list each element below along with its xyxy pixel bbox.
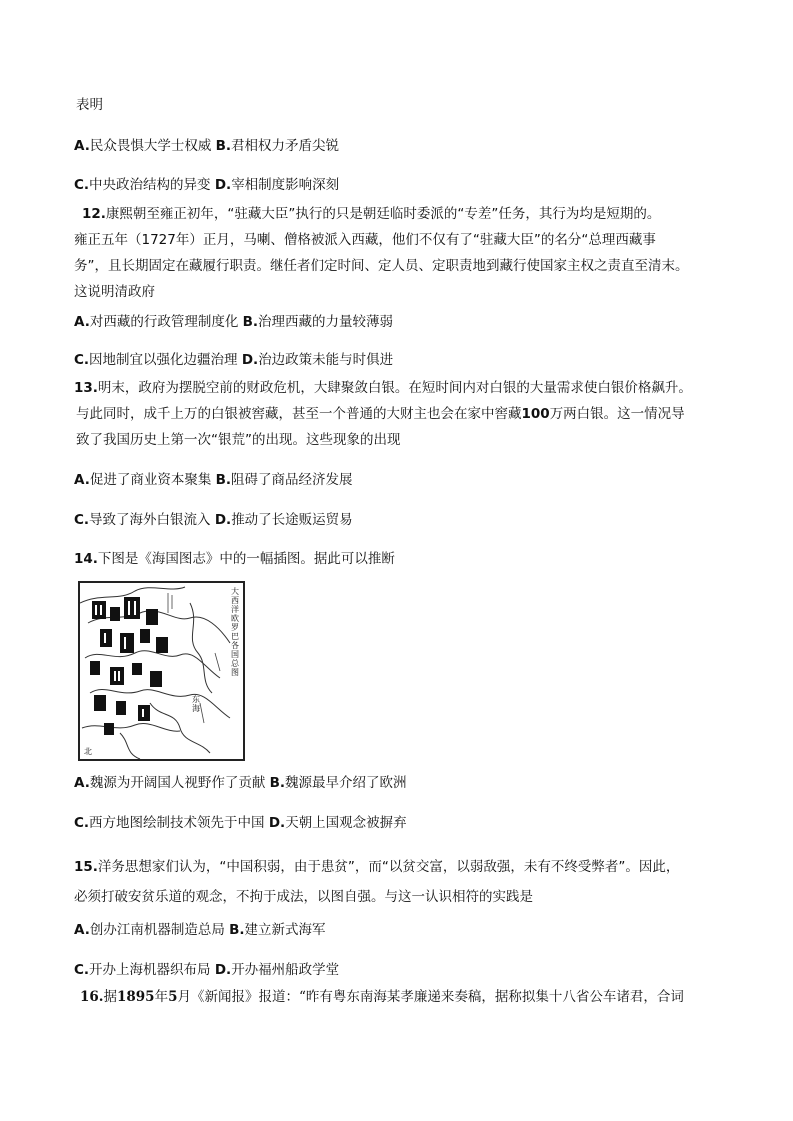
q13-option-c-letter: C. bbox=[74, 512, 90, 528]
q14-option-d-letter: D. bbox=[268, 815, 286, 831]
q11-option-b-letter: B. bbox=[215, 138, 232, 154]
q12-line-2: 雍正五年（1727年）正月，马喇、僧格被派入西藏，他们不仅有了“驻藏大臣”的名分“总理西藏事 bbox=[74, 232, 656, 248]
q15-options-ab bbox=[74, 920, 326, 940]
q12-line-4: 这说明清政府 bbox=[74, 284, 155, 300]
q12-option-b: 治理西藏的力量较薄弱 bbox=[258, 314, 394, 330]
q12-line-3: 务”，且长期固定在藏履行职责。继任者们定时间、定人员、定职责地到藏行使国家主权之责直至清末。 bbox=[74, 258, 689, 274]
q13-stem bbox=[74, 375, 724, 453]
q12-option-b-letter: B. bbox=[242, 314, 259, 330]
q14-option-c-letter: C. bbox=[74, 815, 90, 831]
q15-option-d: 开办福州船政学堂 bbox=[231, 962, 340, 978]
q15-options-cd bbox=[74, 960, 339, 980]
q11-option-a: 民众畏惧大学士权威 bbox=[89, 138, 212, 154]
map-drawing bbox=[80, 583, 243, 759]
q12-option-a: 对西藏的行政管理制度化 bbox=[89, 314, 239, 330]
q14-option-c: 西方地图绘制技术领先于中国 bbox=[89, 815, 265, 831]
q12-option-a-letter: A. bbox=[74, 314, 90, 330]
q16-year: 1895 bbox=[117, 989, 155, 1005]
q15-option-b: 建立新式海军 bbox=[244, 922, 326, 938]
q15-line-1: 洋务思想家们认为，“中国积弱，由于患贫”，而“以贫交富，以弱敌强，未有不终受弊者”。因此， bbox=[97, 859, 680, 875]
q11-option-c: 中央政治结构的异变 bbox=[89, 177, 211, 193]
q16-mid: 年 bbox=[154, 989, 169, 1005]
q14-option-d: 天朝上国观念被摒弃 bbox=[285, 815, 407, 831]
q12-line-1: 康熙朝至雍正初年，“驻藏大臣”执行的只是朝廷临时委派的“专差”任务，其行为均是短期的。 bbox=[105, 206, 661, 222]
q15-line-2: 必须打破安贫乐道的观念，不拘于成法，以图自强。与这一认识相符的实践是 bbox=[74, 889, 533, 905]
q14-option-b: 魏源最早介绍了欧洲 bbox=[285, 775, 407, 791]
q15-option-a: 创办江南机器制造总局 bbox=[89, 922, 225, 938]
q12-option-c: 因地制宜以强化边疆治理 bbox=[89, 352, 238, 368]
q12-options-cd bbox=[74, 350, 393, 370]
q15-option-a-letter: A. bbox=[74, 922, 90, 938]
q16-month: 5 bbox=[168, 989, 178, 1005]
q11-options-cd bbox=[74, 175, 339, 195]
q14-option-b-letter: B. bbox=[269, 775, 286, 791]
q11-options-ab bbox=[74, 136, 339, 156]
q14-options-cd bbox=[74, 813, 407, 833]
map-label-north: 北 bbox=[84, 747, 92, 756]
q13-option-a: 促进了商业资本聚集 bbox=[89, 472, 212, 488]
q13-line-2: 与此同时，成千上万的白银被窖藏，甚至一个普通的大财主也会在家中窖藏 bbox=[76, 406, 522, 422]
q11-option-a-letter: A. bbox=[74, 138, 90, 154]
q15-stem bbox=[74, 852, 724, 912]
q16-stem bbox=[80, 987, 684, 1007]
q14-stem-text: 下图是《海国图志》中的一幅插图。据此可以推断 bbox=[97, 551, 395, 567]
q13-option-b-letter: B. bbox=[215, 472, 232, 488]
q13-option-d-letter: D. bbox=[214, 512, 232, 528]
q14-number: 14. bbox=[74, 551, 98, 567]
q15-option-d-letter: D. bbox=[214, 962, 232, 978]
q14-option-a-letter: A. bbox=[74, 775, 90, 791]
q16-post: 月《新闻报》报道：“昨有粤东南海某孝廉递来奏稿，据称拟集十八省公车诸君，合词 bbox=[177, 989, 684, 1005]
q13-line-2-tail: 万两白银。这一情况导 bbox=[549, 406, 685, 422]
q13-option-d: 推动了长途贩运贸易 bbox=[231, 512, 353, 528]
q13-options-ab bbox=[74, 470, 353, 490]
q13-line-1: 明末，政府为摆脱空前的财政危机，大肆聚敛白银。在短时间内对白银的大量需求使白银价格飙升。 bbox=[97, 380, 692, 396]
q11-option-d-letter: D. bbox=[214, 177, 232, 193]
q15-option-c: 开办上海机器织布局 bbox=[89, 962, 211, 978]
q13-line-2-number: 100 bbox=[521, 406, 550, 422]
map-label-east-sea: 东海 bbox=[192, 695, 200, 713]
q15-number: 15. bbox=[74, 859, 98, 875]
haiguo-tuzhi-map-illustration bbox=[78, 581, 245, 761]
q11-option-b: 君相权力矛盾尖锐 bbox=[231, 138, 340, 154]
q16-pre: 据 bbox=[103, 989, 117, 1005]
q14-stem bbox=[74, 549, 395, 569]
q12-option-d-letter: D. bbox=[241, 352, 259, 368]
q15-option-c-letter: C. bbox=[74, 962, 90, 978]
q11-option-c-letter: C. bbox=[74, 177, 90, 193]
q12-number: 12. bbox=[82, 206, 106, 222]
q12-option-d: 治边政策未能与时俱进 bbox=[258, 352, 394, 368]
q15-option-b-letter: B. bbox=[229, 922, 245, 938]
q11-option-d: 宰相制度影响深刻 bbox=[231, 177, 340, 193]
q13-option-a-letter: A. bbox=[74, 472, 90, 488]
q14-option-a: 魏源为开阔国人视野作了贡献 bbox=[89, 775, 266, 791]
q12-options-ab bbox=[74, 312, 393, 332]
q12-stem bbox=[74, 201, 724, 305]
q13-line-3: 致了我国历史上第一次“银荒”的出现。这些现象的出现 bbox=[76, 432, 401, 448]
q13-options-cd bbox=[74, 510, 353, 530]
q16-number: 16. bbox=[80, 989, 104, 1005]
q11-stem-tail: 表明 bbox=[76, 97, 103, 113]
q13-option-b: 阻碍了商品经济发展 bbox=[231, 472, 353, 488]
q14-options-ab bbox=[74, 773, 407, 793]
map-title-label: 大西洋欧罗巴各国总图 bbox=[231, 587, 239, 677]
q13-option-c: 导致了海外白银流入 bbox=[89, 512, 211, 528]
q13-number: 13. bbox=[74, 380, 98, 396]
q12-option-c-letter: C. bbox=[74, 352, 90, 368]
